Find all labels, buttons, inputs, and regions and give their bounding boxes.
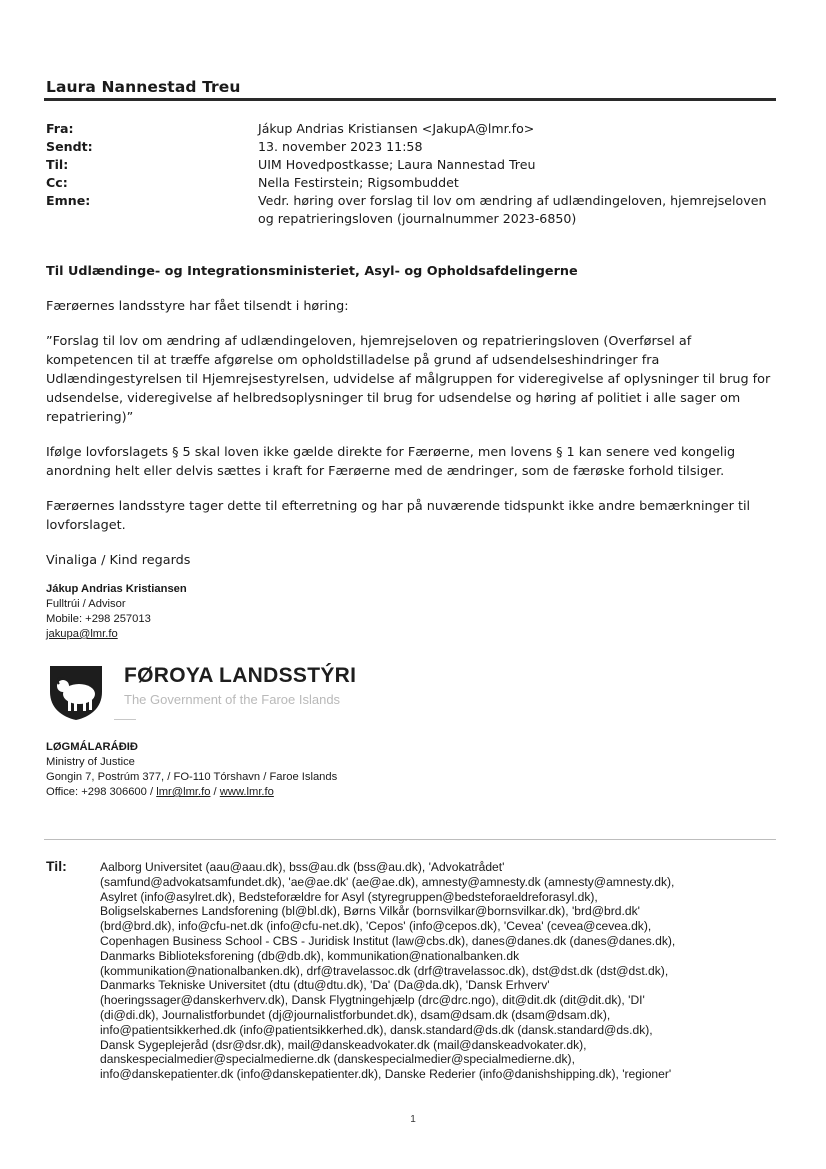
header-value: 13. november 2023 11:58: [258, 139, 423, 154]
ministry-contact: [46, 740, 337, 800]
signature-title: Fulltrúi / Advisor: [46, 598, 126, 610]
email-body: [46, 262, 776, 586]
office-phone: Office: +298 306600 /: [46, 786, 157, 798]
body-paragraph: ”Forslag til lov om ændring af udlændingeloven, hjemrejseloven og repatrieringsloven (Overførsel af kompetencen til at træffe afgørelse om opholdstilladelse på grund af udsendelseshindringer fra Udlændingestyrelsen til Hjemrejsestyrelsen, udvidelse af målgruppen for videregivelse af oplysninger til brug for udsendelse, videregivelse af helbredsoplysninger til brug for udsendelse og høring af politiet i alle sager om repatriering)”: [46, 334, 771, 425]
ministry-name-english: Ministry of Justice: [46, 756, 135, 768]
header-row-from: [46, 120, 776, 138]
signature: [46, 582, 187, 642]
header-label: Til:: [46, 157, 69, 172]
ministry-name-faroese: LØGMÁLARÁÐIÐ: [46, 741, 138, 753]
body-paragraph: Færøernes landsstyre tager dette til efterretning og har på nuværende tidspunkt ikke andre bemærkninger til lovforslaget.: [46, 499, 751, 533]
header-label: Emne:: [46, 193, 91, 208]
recipients-line: info@danskepatienter.dk (info@danskepatienter.dk), Danske Rederier (info@danishshipping.dk), 'regioner': [100, 1067, 672, 1082]
signature-mobile: Mobile: +298 257013: [46, 613, 151, 625]
section-divider: [44, 839, 776, 840]
body-paragraph: Færøernes landsstyre har fået tilsendt i høring:: [46, 299, 349, 314]
ministry-address: Gongin 7, Postrúm 377, / FO-110 Tórshavn / Faroe Islands: [46, 771, 338, 783]
logo-divider: [114, 719, 136, 720]
ministry-office-line: [46, 785, 337, 800]
greeting: Til Udlændinge- og Integrationsministeriet, Asyl- og Opholdsafdelingerne: [46, 264, 578, 279]
recipients-line: Copenhagen Business School - CBS - Juridisk Institut (law@cbs.dk), danes@danes.dk (danes@danes.dk),: [100, 933, 676, 948]
header-value: Nella Festirstein; Rigsombuddet: [258, 175, 459, 190]
recipients-line: info@patientsikkerhed.dk (info@patientsikkerhed.dk), dansk.standard@ds.dk (dansk.standard@ds.dk),: [100, 1022, 653, 1037]
page-number: 1: [410, 1114, 416, 1125]
recipients-line: (brd@brd.dk), info@cfu-net.dk (info@cfu-net.dk), 'Cepos' (info@cepos.dk), 'Cevea' (cevea@cevea.dk),: [100, 919, 652, 934]
website-link[interactable]: www.lmr.fo: [219, 786, 274, 798]
signature-email-link[interactable]: jakupa@lmr.fo: [46, 628, 118, 640]
recipients-line: (kommunikation@nationalbanken.dk), drf@travelassoc.dk (drf@travelassoc.dk), dst@dst.dk (dst@dst.dk),: [100, 963, 669, 978]
recipients-line: Dansk Sygeplejeråd (dsr@dsr.dk), mail@danskeadvokater.dk (mail@danskeadvokater.dk),: [100, 1037, 587, 1052]
recipients-list: [100, 860, 776, 1082]
recipients-line: danskespecialmedier@specialmedierne.dk (danskespecialmedier@specialmedierne.dk),: [100, 1052, 575, 1067]
government-name: FØROYA LANDSSTÝRI: [124, 664, 357, 687]
government-subtitle: The Government of the Faroe Islands: [124, 692, 341, 707]
header-row-to: [46, 156, 776, 174]
header-value: Jákup Andrias Kristiansen <JakupA@lmr.fo>: [258, 121, 535, 136]
signature-name: Jákup Andrias Kristiansen: [46, 583, 187, 595]
office-email-link[interactable]: lmr@lmr.fo: [156, 786, 211, 798]
recipients-line: (samfund@advokatsamfundet.dk), 'ae@ae.dk' (ae@ae.dk), amnesty@amnesty.dk (amnesty@amnesty.dk),: [100, 874, 675, 889]
recipients-line: Boligselskabernes Landsforening (bl@bl.dk), Børns Vilkår (bornsvilkar@bornsvilkar.dk), 'brd@brd.dk': [100, 904, 640, 919]
header-divider: [44, 98, 776, 101]
recipients-line: (di@di.dk), Journalistforbundet (dj@journalistforbundet.dk), dsam@dsam.dk (dsam@dsam.dk),: [100, 1007, 611, 1022]
email-header: [46, 120, 776, 228]
recipients-line: Aalborg Universitet (aau@aau.dk), bss@au.dk (bss@au.dk), 'Advokatrådet': [100, 860, 505, 874]
recipients-line: Asylret (info@asylret.dk), Bedsteforældre for Asyl (styregruppen@bedsteforaeldreforasyl.dk),: [100, 889, 598, 904]
header-row-sent: [46, 138, 776, 156]
recipients-line: Danmarks Biblioteksforening (db@db.dk), kommunikation@nationalbanken.dk: [100, 948, 520, 963]
header-label: Sendt:: [46, 139, 93, 154]
header-value: Vedr. høring over forslag til lov om ændring af udlændingeloven, hjemrejseloven og repatrieringsloven (journalnummer 2023-6850): [258, 193, 767, 226]
sender-name: Laura Nannestad Treu: [46, 78, 241, 96]
header-label: Cc:: [46, 175, 68, 190]
header-label: Fra:: [46, 121, 74, 136]
recipients-label: Til:: [46, 858, 67, 874]
header-row-cc: [46, 174, 776, 192]
separator: /: [210, 786, 220, 798]
header-value: UIM Hovedpostkasse; Laura Nannestad Treu: [258, 157, 536, 172]
faroe-coat-of-arms-logo: [46, 662, 106, 722]
body-paragraph: Ifølge lovforslagets § 5 skal loven ikke gælde direkte for Færøerne, men lovens § 1 kan senere ved kongelig anordning helt eller delvis sættes i kraft for Færøerne med de ændringer, som de færøske forhold tilsiger.: [46, 445, 736, 479]
recipients-line: Danmarks Tekniske Universitet (dtu (dtu@dtu.dk), 'Da' (Da@da.dk), 'Dansk Erhverv': [100, 978, 550, 993]
recipients-line: (hoeringssager@danskerhverv.dk), Dansk Flygtningehjælp (drc@drc.ngo), dit@dit.dk (dit@dit.dk), 'DI': [100, 993, 645, 1008]
header-row-subject: [46, 192, 776, 228]
closing: Vinaliga / Kind regards: [46, 553, 191, 568]
